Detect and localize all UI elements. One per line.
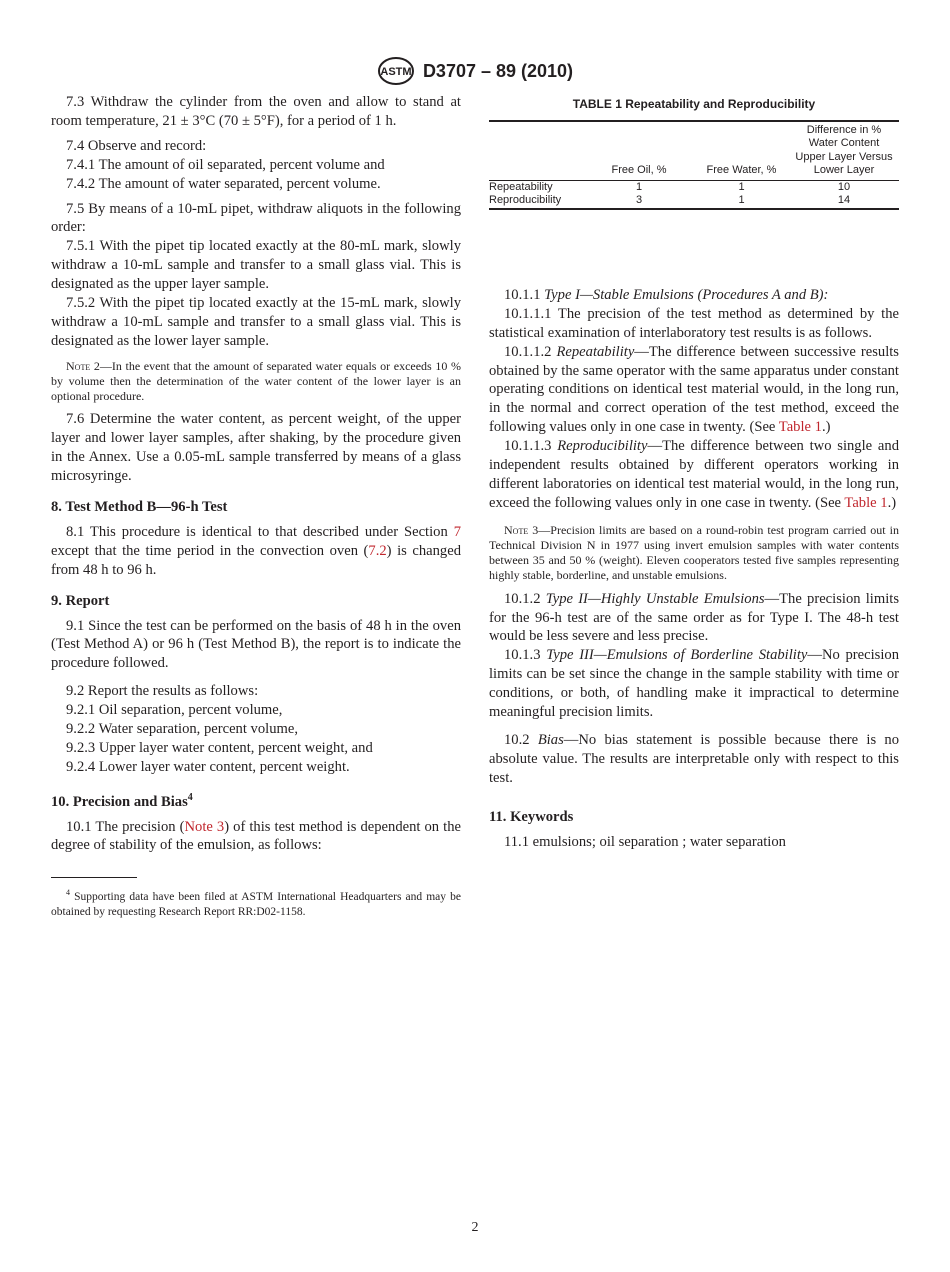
table-row [489, 194, 899, 209]
para-10-1-1-2 [489, 343, 899, 438]
para-7-5-1: 7.5.1 With the pipet tip located exactly at the 80-mL mark, slowly withdraw a 10-mL sample and transfer to a small glass vial. This is designated as the upper layer sample. [51, 238, 461, 293]
table-header-blank [489, 121, 584, 181]
para-10-2 [489, 731, 899, 788]
column-spacer [489, 210, 899, 286]
para-10-1-1-2-end: .) [821, 419, 831, 436]
para-9-2: 9.2 Report the results as follows: [66, 683, 259, 700]
note-2-text: 2—In the event that the amount of separated water equals or exceeds 10 % by volume then the determination of the water content of the lower layer is an optional procedure. [51, 358, 461, 404]
para-9-2-2: 9.2.2 Water separation, percent volume, [66, 721, 298, 738]
table-header-difference-line-4: Lower Layer [813, 164, 875, 177]
para-10-1-1-3 [489, 437, 899, 513]
para-10-1-text-b: ) of this test method is dependent on the degree of stability of the emulsion, as follows: [51, 818, 461, 854]
para-10-1-1-2-text: —The difference between successive results obtained by the same operator with the same apparatus under constant operating conditions on identical test material would, in the long run, in the normal and correct operation of the test method, exceed the following values only in one case in twenty. (See [489, 343, 899, 436]
table-1-link[interactable]: Table 1 [778, 419, 822, 436]
para-10-1-1-3-title: Reproducibility [557, 438, 648, 455]
table-row [489, 180, 899, 194]
table-1-caption: TABLE 1 Repeatability and Reproducibility [572, 97, 816, 111]
para-9-2-1: 9.2.1 Oil separation, percent volume, [66, 702, 283, 719]
para-10-1 [51, 818, 461, 856]
para-9-2-4: 9.2.4 Lower layer water content, percent weight. [66, 758, 350, 775]
para-8-1 [51, 523, 461, 580]
para-9-2-3: 9.2.3 Upper layer water content, percent weight, and [66, 739, 373, 756]
footnote-4-ref[interactable]: 4 [187, 791, 193, 803]
note-3-text: 3—Precision limits are based on a round-robin test program carried out in Technical Division N in 1977 using invert emulsion samples with water contents between 35 and 50 % (weight). Eleven cooperators tested five samples representing highly stable, borderline, and unstable emulsions. [489, 522, 899, 583]
para-10-1-1-3-number: 10.1.1.3 [504, 438, 558, 455]
para-10-1-1-1: 10.1.1.1 The precision of the test method as determined by the statistical examination of interlaboratory test results is as follows. [489, 305, 899, 341]
para-9-1: 9.1 Since the test can be performed on the basis of 48 h in the oven (Test Method A) or 96 h (Test Method B), the report is to indicate the procedure followed. [51, 617, 461, 672]
para-10-1-1-2-number: 10.1.1.2 [504, 343, 557, 360]
para-8-1-text-c: ) is changed from 48 h to 96 h. [51, 542, 461, 578]
para-7-4: 7.4 Observe and record: [66, 137, 207, 154]
para-10-1-3-number: 10.1.3 [504, 647, 547, 664]
table-header-difference [789, 121, 899, 181]
document-id: D3707 – 89 (2010) [422, 60, 574, 81]
table-1-link[interactable]: Table 1 [844, 494, 888, 511]
section-7-link[interactable]: 7 [453, 523, 461, 540]
heading-section-9: 9. Report [51, 592, 110, 609]
left-column [51, 93, 461, 919]
para-10-1-1-3-end: .) [887, 494, 897, 511]
para-10-2-title: Bias [537, 731, 564, 748]
svg-text:ASTM: ASTM [380, 66, 412, 78]
para-10-2-text: —No bias statement is possible because there is no absolute value. The results are interpretable only with respect to this test. [489, 731, 900, 786]
footnote-4-marker: 4 [66, 888, 70, 898]
table-header-difference-line-1: Difference in % [806, 123, 882, 136]
para-10-1-2 [489, 590, 899, 647]
table-cell-free-water: 1 [738, 180, 745, 193]
heading-section-10-text: 10. Precision and Bias [51, 793, 188, 810]
para-11-1: 11.1 emulsions; oil separation ; water separation [504, 833, 786, 850]
para-10-1-1-2-title: Repeatability [556, 343, 635, 360]
table-cell-difference: 10 [837, 180, 851, 193]
note-3 [489, 523, 899, 584]
table-header-difference-line-2: Water Content [808, 137, 880, 150]
table-header-free-water: Free Water, % [706, 164, 777, 177]
para-8-1-text-a: 8.1 This procedure is identical to that described under Section [66, 523, 454, 540]
astm-logo-icon [377, 56, 415, 86]
para-10-1-3-title: Type III—Emulsions of Borderline Stability [546, 647, 808, 664]
para-10-1-1-number: 10.1.1 [504, 286, 545, 303]
heading-section-11: 11. Keywords [489, 808, 574, 825]
para-10-1-text-a: 10.1 The precision ( [66, 818, 185, 835]
note-3-link[interactable]: Note 3 [184, 818, 225, 835]
table-1 [489, 120, 899, 210]
table-cell-label: Repeatability [489, 180, 553, 193]
para-10-2-number: 10.2 [504, 731, 538, 748]
heading-section-10 [51, 789, 461, 812]
note-3-label: Note [504, 522, 529, 537]
table-cell-free-water: 1 [738, 194, 745, 207]
table-cell-free-oil: 1 [635, 180, 643, 193]
para-10-1-1-title: Type I—Stable Emulsions (Procedures A and B): [544, 286, 829, 303]
table-cell-free-oil: 3 [635, 194, 643, 207]
para-7-3: 7.3 Withdraw the cylinder from the oven and allow to stand at room temperature, 21 ± 3°C (70 ± 5°F), for a period of 1 h. [51, 94, 461, 129]
table-header-free-oil: Free Oil, % [611, 164, 667, 177]
note-2 [51, 359, 461, 405]
page-header [0, 56, 950, 86]
para-10-1-2-number: 10.1.2 [504, 590, 546, 607]
footnote-divider [51, 877, 137, 878]
para-7-4-2: 7.4.2 The amount of water separated, percent volume. [66, 175, 381, 192]
table-cell-difference: 14 [837, 194, 851, 207]
para-7-4-1: 7.4.1 The amount of oil separated, percent volume and [66, 156, 385, 173]
para-10-1-2-text: —The precision limits for the 96-h test are of the same order as for Type I. The 48-h test would be less severe and less precise. [489, 590, 899, 645]
table-cell-label: Reproducibility [489, 194, 562, 207]
para-10-1-3 [489, 646, 899, 722]
table-header-difference-line-3: Upper Layer Versus [795, 150, 893, 163]
footnote-4 [51, 886, 461, 919]
para-10-1-3-text: —No precision limits can be set since the change in the sample stability with time or conditions, or both, of handling make it impractical to determine meaningful precision limits. [489, 647, 899, 721]
section-7-2-link[interactable]: 7.2 [368, 542, 387, 559]
para-7-5-2: 7.5.2 With the pipet tip located exactly at the 15-mL mark, slowly withdraw a 10-mL sample and transfer to a small glass vial. This is designated as the lower layer sample. [51, 295, 461, 349]
para-7-6: 7.6 Determine the water content, as percent weight, of the upper layer and lower layer samples, after shaking, by the procedure given in the Annex. Use a 0.05-mL sample transferred by means of a glass microsyringe. [51, 411, 461, 485]
heading-section-8: 8. Test Method B—96-h Test [51, 499, 228, 516]
note-2-label: Note [66, 358, 91, 373]
para-7-5: 7.5 By means of a 10-mL pipet, withdraw aliquots in the following order: [51, 200, 461, 236]
para-10-1-2-title: Type II—Highly Unstable Emulsions [545, 590, 765, 607]
para-10-1-1 [489, 286, 899, 305]
footnote-4-text: Supporting data have been filed at ASTM International Headquarters and may be obtained by requesting Research Report RR:D02-1158. [51, 891, 461, 918]
page-number: 2 [471, 1220, 479, 1235]
para-8-1-text-b: except that the time period in the convection oven ( [51, 542, 369, 559]
table-header-row [489, 121, 899, 181]
para-10-1-1-3-text: —The difference between two single and independent results obtained by different operators working in different laboratories on identical test material would, in the long run, exceed the following values only in one case in twenty. (See [489, 438, 899, 511]
right-column [489, 93, 899, 851]
